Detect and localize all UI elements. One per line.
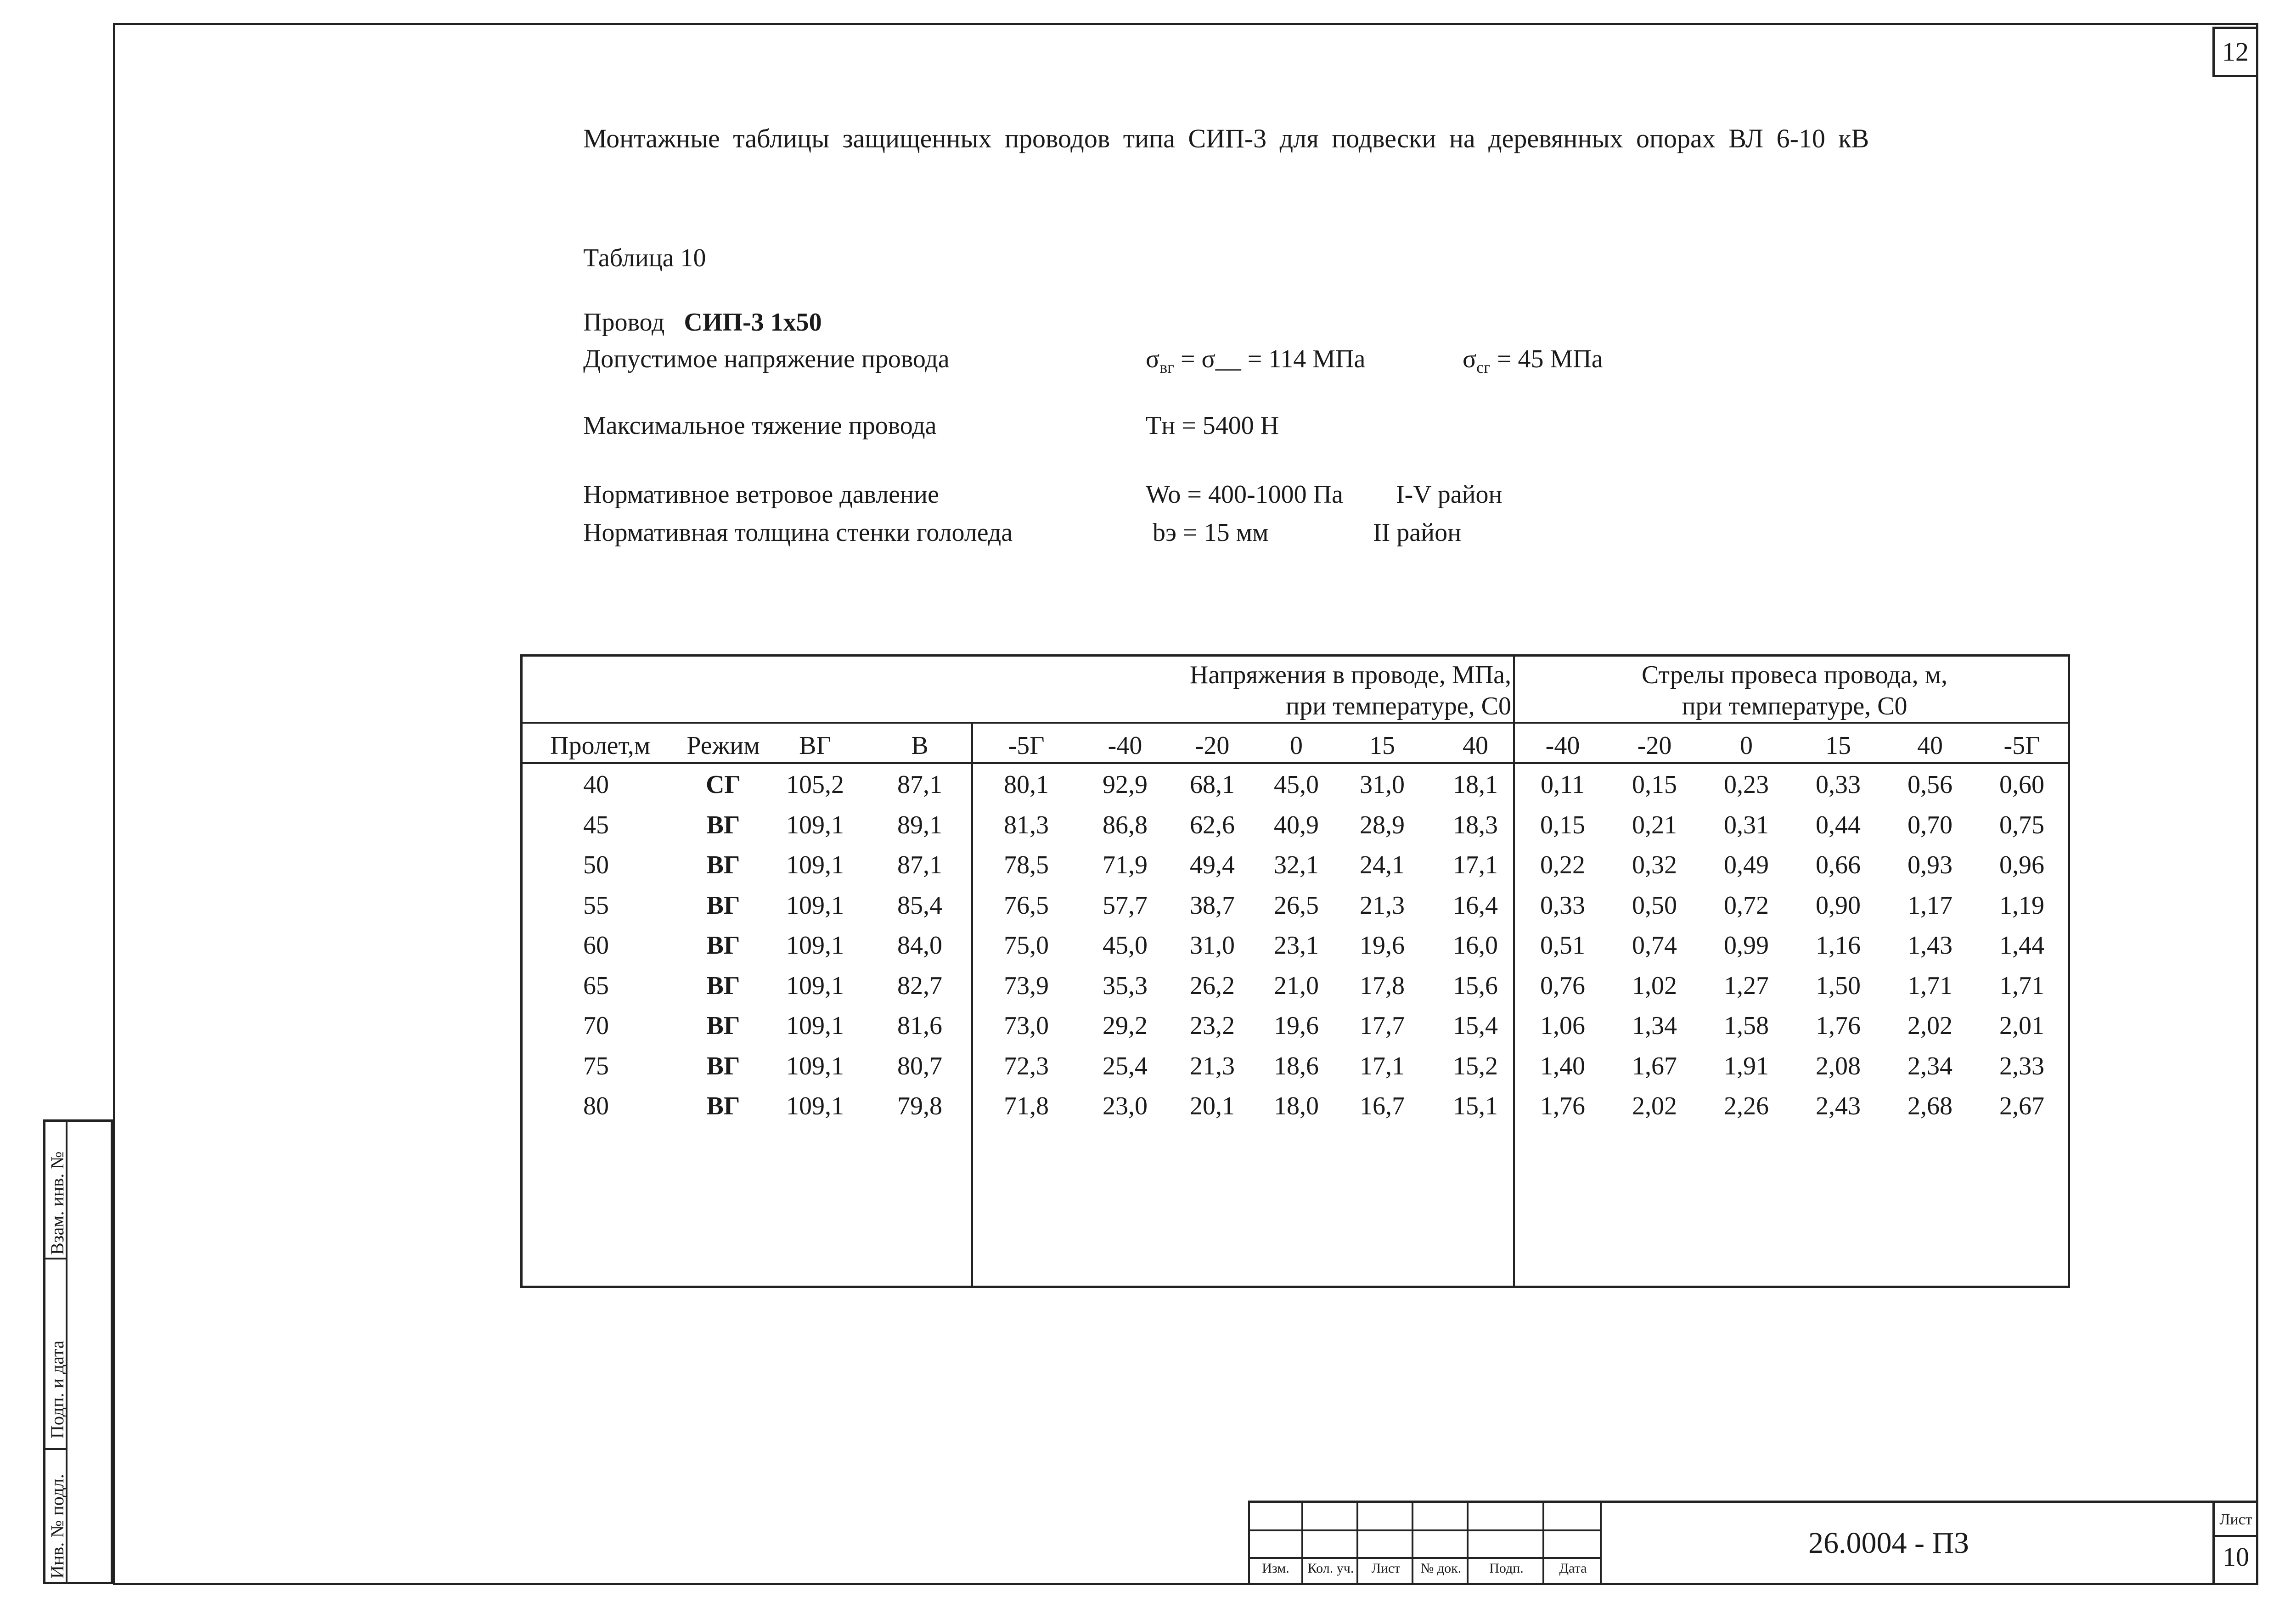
table-cell: 18,6 [1274, 1051, 1319, 1080]
table-cell: 71,9 [1103, 851, 1148, 879]
wire-label: Провод [583, 308, 665, 337]
table-cell: 49,4 [1190, 851, 1235, 879]
column-header: ВГ [799, 731, 831, 760]
table-cell: 25,4 [1103, 1051, 1148, 1080]
column-header: 15 [1825, 731, 1851, 760]
mode-cell: ВГ [706, 810, 740, 839]
column-header: 0 [1740, 731, 1753, 760]
page-number: 12 [2212, 27, 2258, 77]
table-cell: 0,56 [1908, 770, 1953, 799]
tb-label-izm: Изм. [1262, 1561, 1289, 1576]
column-header: -20 [1195, 731, 1230, 760]
column-header: -40 [1545, 731, 1580, 760]
table-cell: 26,2 [1190, 971, 1235, 1000]
table-cell: 81,6 [897, 1012, 942, 1040]
param-max-tension-label: Максимальное тяжение провода [583, 411, 937, 440]
table-cell: 0,76 [1540, 971, 1585, 1000]
table-cell: 23,2 [1190, 1012, 1235, 1040]
table-cell: 1,58 [1724, 1012, 1769, 1040]
table-cell: 1,02 [1632, 971, 1677, 1000]
table-cell: 1,76 [1816, 1012, 1861, 1040]
sigma-symbol-2: σ [1463, 345, 1477, 373]
table-cell: 73,9 [1004, 971, 1049, 1000]
table-cell: 0,99 [1724, 931, 1769, 960]
table-cell: 19,6 [1274, 1012, 1319, 1040]
table-label: Таблица 10 [583, 244, 706, 272]
table-cell: 0,15 [1540, 810, 1585, 839]
table-cell: 75 [583, 1051, 609, 1080]
mode-cell: ВГ [706, 1012, 740, 1040]
table-cell: 20,1 [1190, 1092, 1235, 1120]
table-cell: 0,72 [1724, 891, 1769, 920]
table-cell: 1,44 [1999, 931, 2044, 960]
table-cell: 2,01 [1999, 1012, 2044, 1040]
table-cell: 2,02 [1908, 1012, 1953, 1040]
table-cell: 28,9 [1360, 810, 1405, 839]
table-cell: 0,44 [1816, 810, 1861, 839]
table-cell: 80,1 [1004, 770, 1049, 799]
table-cell: 2,02 [1632, 1092, 1677, 1120]
table-cell: 21,3 [1360, 891, 1405, 920]
document-code: 26.0004 - ПЗ [1808, 1526, 1970, 1560]
table-cell: 1,34 [1632, 1012, 1677, 1040]
table-cell: 92,9 [1103, 770, 1148, 799]
table-cell: 1,19 [1999, 891, 2044, 920]
table-cell: 1,06 [1540, 1012, 1585, 1040]
table-cell: 45,0 [1274, 770, 1319, 799]
table-cell: 29,2 [1103, 1012, 1148, 1040]
group-stress-line2 [1190, 691, 1511, 722]
table-cell: 60 [583, 931, 609, 960]
table-cell: 76,5 [1004, 891, 1049, 920]
table-cell: 0,74 [1632, 931, 1677, 960]
param-ice-value: bэ = 15 мм [1153, 518, 1269, 547]
group-sag-line2: при температуре, С0 [1682, 692, 1908, 720]
column-header: Пролет,м [550, 731, 651, 760]
table-cell: 75,0 [1004, 931, 1049, 960]
table-cell: 1,27 [1724, 971, 1769, 1000]
table-cell: 68,1 [1190, 770, 1235, 799]
column-header: -5Г [2003, 731, 2040, 760]
group-sag-header [1524, 659, 2065, 722]
mode-cell: СГ [705, 770, 741, 799]
column-header: 15 [1369, 731, 1395, 760]
column-header: 40 [1917, 731, 1943, 760]
table-cell: 71,8 [1004, 1092, 1049, 1120]
param-allowed-stress-value2 [1463, 344, 1603, 377]
wire-value: СИП-3 1х50 [684, 308, 822, 337]
table-cell: 79,8 [897, 1092, 942, 1120]
table-cell: 17,7 [1360, 1012, 1405, 1040]
table-cell: 105,2 [786, 770, 844, 799]
table-cell: 84,0 [897, 931, 942, 960]
table-cell: 72,3 [1004, 1051, 1049, 1080]
table-cell: 55 [583, 891, 609, 920]
column-header: Режим [687, 731, 760, 760]
table-cell: 87,1 [897, 851, 942, 879]
stress-value: = σ__ = 114 МПа [1174, 345, 1366, 373]
group-stress-header [1190, 659, 1511, 722]
column-header: 0 [1290, 731, 1303, 760]
table-cell: 78,5 [1004, 851, 1049, 879]
param-wind-label: Нормативное ветровое давление [583, 480, 939, 509]
table-cell: 80,7 [897, 1051, 942, 1080]
title-block [1248, 1501, 2258, 1585]
table-cell: 50 [583, 851, 609, 879]
table-cell: 1,71 [1908, 971, 1953, 1000]
table-cell: 1,76 [1540, 1092, 1585, 1120]
table-cell: 81,3 [1004, 810, 1049, 839]
table-cell: 80 [583, 1092, 609, 1120]
tb-label-kol: Кол. уч. [1307, 1561, 1354, 1576]
subheader-divider [523, 762, 2068, 764]
param-wind-value: Wo = 400-1000 Па [1146, 480, 1343, 509]
table-cell: 0,60 [1999, 770, 2044, 799]
table-cell: 1,91 [1724, 1051, 1769, 1080]
table-cell: 109,1 [786, 891, 844, 920]
param-max-tension-value: Тн = 5400 Н [1146, 411, 1279, 440]
table-cell: 1,17 [1908, 891, 1953, 920]
tb-sheet-row [2212, 1535, 2258, 1537]
table-cell: 0,31 [1724, 810, 1769, 839]
table-cell: 23,1 [1274, 931, 1319, 960]
table-cell: 35,3 [1103, 971, 1148, 1000]
column-header: В [911, 731, 929, 760]
table-cell: 1,40 [1540, 1051, 1585, 1080]
tb-label-list: Лист [1371, 1561, 1401, 1576]
table-cell: 16,7 [1360, 1092, 1405, 1120]
param-allowed-stress-label: Допустимое напряжение провода [583, 345, 950, 373]
mode-cell: ВГ [706, 851, 740, 879]
tb-label-data: Дата [1559, 1561, 1587, 1576]
table-cell: 62,6 [1190, 810, 1235, 839]
table-cell: 109,1 [786, 851, 844, 879]
column-header: -5Г [1008, 731, 1045, 760]
table-cell: 109,1 [786, 810, 844, 839]
table-cell: 2,08 [1816, 1051, 1861, 1080]
table-cell: 1,50 [1816, 971, 1861, 1000]
table-cell: 0,50 [1632, 891, 1677, 920]
table-cell: 0,33 [1540, 891, 1585, 920]
table-cell: 2,68 [1908, 1092, 1953, 1120]
group-stress-line2-text: при температуре, С0 [1286, 692, 1511, 720]
table-cell: 17,1 [1360, 1051, 1405, 1080]
mode-cell: ВГ [706, 1092, 740, 1120]
table-cell: 0,11 [1541, 770, 1585, 799]
table-cell: 0,93 [1908, 851, 1953, 879]
mode-cell: ВГ [706, 931, 740, 960]
table-cell: 0,22 [1540, 851, 1585, 879]
table-cell: 32,1 [1274, 851, 1319, 879]
table-cell: 86,8 [1103, 810, 1148, 839]
table-cell: 2,33 [1999, 1051, 2044, 1080]
table-cell: 57,7 [1103, 891, 1148, 920]
table-cell: 1,67 [1632, 1051, 1677, 1080]
table-cell: 0,51 [1540, 931, 1585, 960]
stamp-podp-label: Подп. и дата [47, 1340, 68, 1439]
table-cell: 24,1 [1360, 851, 1405, 879]
table-cell: 0,21 [1632, 810, 1677, 839]
column-header: 40 [1463, 731, 1488, 760]
column-header: -20 [1637, 731, 1672, 760]
document-title: Монтажные таблицы защищенных проводов типа СИП-3 для подвески на деревянных опорах ВЛ 6-10 кВ [583, 124, 1869, 153]
table-cell: 15,6 [1453, 971, 1498, 1000]
table-cell: 21,3 [1190, 1051, 1235, 1080]
table-cell: 0,96 [1999, 851, 2044, 879]
table-cell: 109,1 [786, 1012, 844, 1040]
param-wind-region: I-V район [1396, 480, 1503, 509]
table-cell: 0,15 [1632, 770, 1677, 799]
tb-sheet-label: Лист [2219, 1511, 2252, 1528]
table-cell: 0,49 [1724, 851, 1769, 879]
param-allowed-stress-value [1146, 344, 1365, 377]
table-cell: 31,0 [1190, 931, 1235, 960]
table-cell: 38,7 [1190, 891, 1235, 920]
param-ice-label: Нормативная толщина стенки гололеда [583, 518, 1013, 547]
table-cell: 15,1 [1453, 1092, 1498, 1120]
table-cell: 70 [583, 1012, 609, 1040]
table-cell: 0,70 [1908, 810, 1953, 839]
table-cell: 109,1 [786, 1092, 844, 1120]
table-cell: 26,5 [1274, 891, 1319, 920]
table-cell: 16,4 [1453, 891, 1498, 920]
table-cell: 0,66 [1816, 851, 1861, 879]
table-cell: 18,0 [1274, 1092, 1319, 1120]
sigma-subscript-2: сг [1476, 358, 1491, 377]
mounting-table [520, 654, 2070, 1288]
table-cell: 40 [583, 770, 609, 799]
stamp-vzam-label: Взам. инв. № [47, 1151, 68, 1255]
table-cell: 0,90 [1816, 891, 1861, 920]
table-cell: 17,8 [1360, 971, 1405, 1000]
table-cell: 109,1 [786, 931, 844, 960]
table-cell: 0,32 [1632, 851, 1677, 879]
table-cell: 21,0 [1274, 971, 1319, 1000]
table-cell: 0,75 [1999, 810, 2044, 839]
table-cell: 85,4 [897, 891, 942, 920]
table-cell: 2,67 [1999, 1092, 2044, 1120]
table-cell: 40,9 [1274, 810, 1319, 839]
tb-sheet-number: 10 [2223, 1542, 2249, 1572]
table-cell: 109,1 [786, 971, 844, 1000]
param-ice-region: II район [1373, 518, 1462, 547]
table-cell: 2,26 [1724, 1092, 1769, 1120]
table-cell: 109,1 [786, 1051, 844, 1080]
table-cell: 73,0 [1004, 1012, 1049, 1040]
table-cell: 65 [583, 971, 609, 1000]
header-divider [523, 722, 2068, 724]
table-cell: 2,34 [1908, 1051, 1953, 1080]
column-divider-1 [971, 722, 973, 1286]
table-cell: 2,43 [1816, 1092, 1861, 1120]
group-stress-line1: Напряжения в проводе, МПа, [1189, 661, 1511, 689]
column-header: -40 [1108, 731, 1142, 760]
sigma-symbol: σ [1146, 345, 1160, 373]
wire-line [583, 308, 822, 337]
table-cell: 17,1 [1453, 851, 1498, 879]
table-cell: 1,71 [1999, 971, 2044, 1000]
mode-cell: ВГ [706, 971, 740, 1000]
mode-cell: ВГ [706, 891, 740, 920]
table-cell: 15,2 [1453, 1051, 1498, 1080]
sigma-subscript: вг [1159, 358, 1174, 377]
stamp-inv-label: Инв. № подл. [47, 1474, 68, 1579]
tb-label-podp: Подп. [1489, 1561, 1524, 1576]
table-cell: 15,4 [1453, 1012, 1498, 1040]
table-cell: 0,33 [1816, 770, 1861, 799]
tb-label-ndok: № док. [1420, 1561, 1462, 1576]
table-cell: 82,7 [897, 971, 942, 1000]
table-cell: 0,23 [1724, 770, 1769, 799]
table-cell: 45 [583, 810, 609, 839]
stress-value-2: = 45 МПа [1490, 345, 1603, 373]
table-cell: 45,0 [1103, 931, 1148, 960]
group-sag-line1: Стрелы провеса провода, м, [1641, 661, 1948, 689]
table-cell: 18,1 [1453, 770, 1498, 799]
table-cell: 19,6 [1360, 931, 1405, 960]
table-cell: 23,0 [1103, 1092, 1148, 1120]
table-cell: 16,0 [1453, 931, 1498, 960]
side-stamp [43, 1119, 113, 1584]
mode-cell: ВГ [706, 1051, 740, 1080]
table-cell: 31,0 [1360, 770, 1405, 799]
table-cell: 87,1 [897, 770, 942, 799]
table-cell: 89,1 [897, 810, 942, 839]
table-cell: 1,16 [1816, 931, 1861, 960]
table-cell: 1,43 [1908, 931, 1953, 960]
table-cell: 18,3 [1453, 810, 1498, 839]
